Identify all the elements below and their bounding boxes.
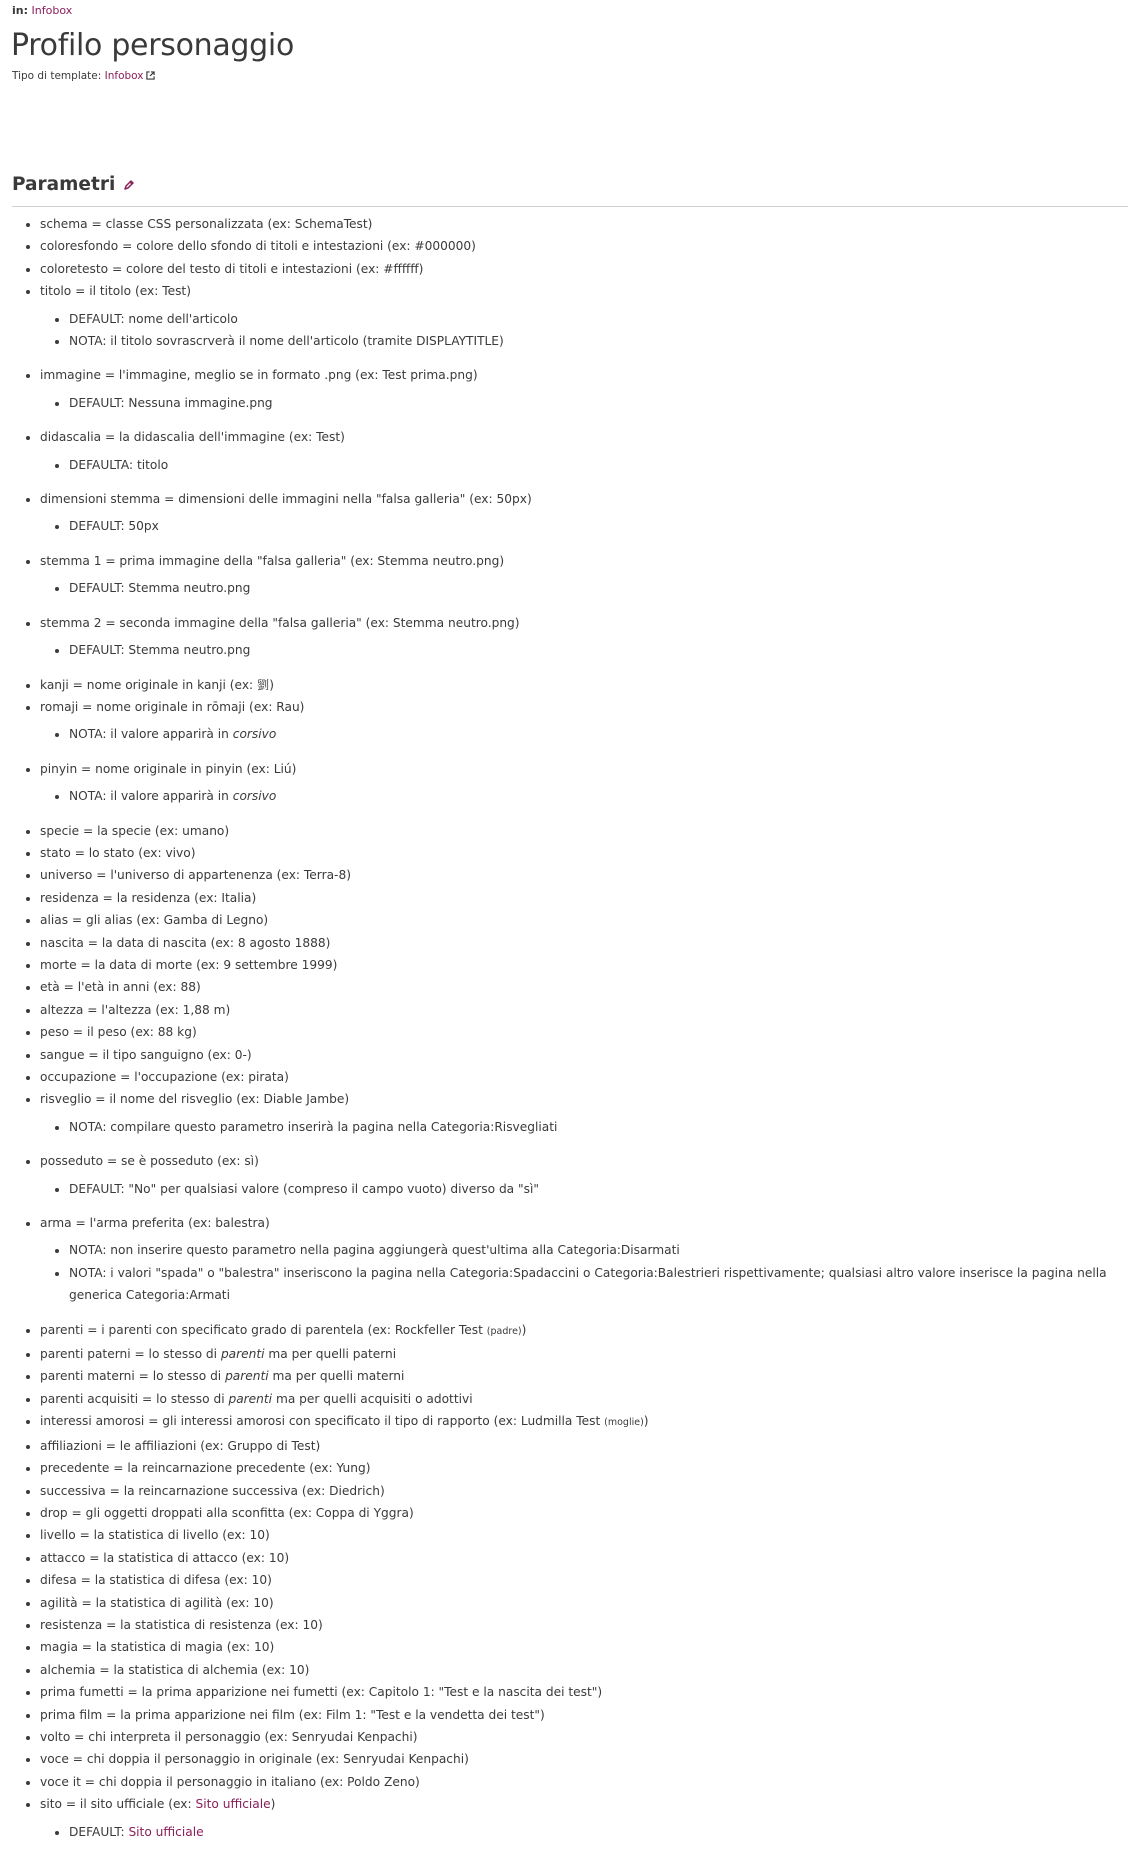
section-title: Parametri bbox=[12, 174, 116, 195]
parameter-text: drop = gli oggetti droppati alla sconfitta (ex: Coppa di Yggra) bbox=[40, 1505, 414, 1520]
parameter-text: stemma 1 = prima immagine della "falsa galleria" (ex: Stemma neutro.png) bbox=[40, 553, 505, 568]
parameter-item bbox=[40, 612, 1122, 662]
parameter-item bbox=[40, 1614, 1122, 1636]
parameter-text: volto = chi interpreta il personaggio (ex: Senryudai Kenpachi) bbox=[40, 1729, 418, 1744]
parameter-note bbox=[69, 785, 1122, 807]
parameter-text: precedente = la reincarnazione precedente (ex: Yung) bbox=[40, 1461, 371, 1476]
parameter-text: livello = la statistica di livello (ex: 10) bbox=[40, 1528, 270, 1543]
parameter-item bbox=[40, 696, 1122, 746]
parameter-notes bbox=[40, 1239, 1122, 1306]
parameter-text: parenti materni = lo stesso di bbox=[40, 1369, 226, 1384]
parameter-text: parenti acquisiti = lo stesso di bbox=[40, 1391, 229, 1406]
parameter-item bbox=[40, 887, 1122, 909]
pencil-icon[interactable] bbox=[123, 179, 135, 191]
template-type-link[interactable]: Infobox bbox=[104, 70, 144, 82]
category-link[interactable]: Infobox bbox=[31, 4, 73, 17]
parameter-text: universo = l'universo di appartenenza (ex: Terra-8) bbox=[40, 868, 351, 883]
parameter-text: residenza = la residenza (ex: Italia) bbox=[40, 890, 257, 905]
parameter-notes bbox=[40, 1821, 1122, 1843]
parameter-note bbox=[69, 723, 1122, 745]
parameter-text: ma per quelli paterni bbox=[264, 1347, 397, 1362]
parameter-note bbox=[69, 1178, 1122, 1200]
parameter-item bbox=[40, 820, 1122, 842]
parameter-notes bbox=[40, 515, 1122, 537]
parameter-note-text: DEFAULT: "No" per qualsiasi valore (compreso il campo vuoto) diverso da "sì" bbox=[69, 1181, 539, 1196]
parameter-item bbox=[40, 1704, 1122, 1726]
official-site-default-link[interactable]: Sito ufficiale bbox=[128, 1824, 204, 1839]
parameter-notes bbox=[40, 785, 1122, 807]
parameter-note-text: DEFAULT: nome dell'articolo bbox=[69, 311, 238, 326]
section-header bbox=[12, 174, 1128, 207]
parameter-note bbox=[69, 577, 1122, 599]
parameter-text: difesa = la statistica di difesa (ex: 10) bbox=[40, 1573, 272, 1588]
parameter-text: occupazione = l'occupazione (ex: pirata) bbox=[40, 1070, 289, 1084]
parameter-text: sito = il sito ufficiale (ex: bbox=[40, 1797, 196, 1812]
parameter-text: dimensioni stemma = dimensioni delle immagini nella "falsa galleria" (ex: 50px) bbox=[40, 492, 532, 507]
parameter-text: voce = chi doppia il personaggio in originale (ex: Senryudai Kenpachi) bbox=[40, 1752, 469, 1767]
parameter-text: alchemia = la statistica di alchemia (ex: 10) bbox=[40, 1662, 310, 1677]
parameter-text: prima film = la prima apparizione nei film (ex: Film 1: "Test e la vendetta dei test") bbox=[40, 1707, 545, 1722]
parameter-item bbox=[40, 1771, 1122, 1793]
parameter-text: ) bbox=[270, 1797, 276, 1812]
parameter-item bbox=[40, 1212, 1122, 1307]
parameter-list-container bbox=[12, 213, 1122, 1855]
parameter-notes bbox=[40, 1116, 1122, 1138]
parameter-item bbox=[40, 999, 1122, 1021]
external-link-icon[interactable] bbox=[146, 71, 155, 80]
parameter-note bbox=[69, 1262, 1122, 1307]
parameter-text: resistenza = la statistica di resistenza (ex: 10) bbox=[40, 1617, 323, 1632]
parameter-item bbox=[40, 1636, 1122, 1658]
parameter-text: kanji = nome originale in kanji (ex: 劉) bbox=[40, 677, 274, 692]
parameter-text: ma per quelli materni bbox=[268, 1369, 405, 1384]
parameter-text: morte = la data di morte (ex: 9 settembre 1999) bbox=[40, 957, 338, 972]
parameter-text: altezza = l'altezza (ex: 1,88 m) bbox=[40, 1002, 231, 1017]
parameter-list bbox=[12, 213, 1122, 1843]
parameter-note-text: DEFAULT: Stemma neutro.png bbox=[69, 581, 251, 596]
parameter-item bbox=[40, 909, 1122, 931]
parameter-item bbox=[40, 1547, 1122, 1569]
parameter-text: successiva = la reincarnazione successiva (ex: Diedrich) bbox=[40, 1483, 385, 1498]
parameter-item bbox=[40, 1726, 1122, 1748]
parameter-note-emphasis: corsivo bbox=[232, 727, 277, 742]
parameter-note bbox=[69, 515, 1122, 537]
parameter-text: stato = lo stato (ex: vivo) bbox=[40, 845, 196, 860]
parameter-text: voce it = chi doppia il personaggio in italiano (ex: Poldo Zeno) bbox=[40, 1774, 420, 1789]
parameter-text: età = l'età in anni (ex: 88) bbox=[40, 980, 201, 995]
parameter-item bbox=[40, 1569, 1122, 1591]
parameter-item bbox=[40, 1480, 1122, 1502]
parameter-notes bbox=[40, 639, 1122, 661]
parameter-text: didascalia = la didascalia dell'immagine (ex: Test) bbox=[40, 430, 345, 445]
parameter-text: arma = l'arma preferita (ex: balestra) bbox=[40, 1216, 270, 1231]
parameter-item bbox=[40, 488, 1122, 538]
template-type-label: Tipo di template: bbox=[12, 70, 102, 82]
page-title: Profilo personaggio bbox=[11, 28, 295, 63]
parameter-note-emphasis: corsivo bbox=[232, 789, 277, 804]
parameter-note-text: NOTA: non inserire questo parametro nella pagina aggiungerà quest'ultima alla Categoria:Disarmati bbox=[69, 1243, 680, 1258]
parameter-text: pinyin = nome originale in pinyin (ex: Liú) bbox=[40, 761, 297, 776]
parameter-note-text: NOTA: compilare questo parametro inserirà la pagina nella Categoria:Risvegliati bbox=[69, 1119, 558, 1134]
parameter-item bbox=[40, 864, 1122, 886]
parameter-text: immagine = l'immagine, meglio se in formato .png (ex: Test prima.png) bbox=[40, 368, 478, 383]
parameter-item bbox=[40, 1502, 1122, 1524]
parameter-item bbox=[40, 1592, 1122, 1614]
parameter-text: ) bbox=[643, 1414, 649, 1429]
parameter-text: stemma 2 = seconda immagine della "falsa galleria" (ex: Stemma neutro.png) bbox=[40, 615, 520, 630]
parameter-item bbox=[40, 1659, 1122, 1681]
parameter-item bbox=[40, 550, 1122, 600]
parameter-text: agilità = la statistica di agilità (ex: 10) bbox=[40, 1595, 274, 1610]
parameter-item bbox=[40, 1343, 1122, 1365]
parameter-item bbox=[40, 976, 1122, 998]
parameter-text: parenti = i parenti con specificato grado di parentela (ex: Rockfeller Test bbox=[40, 1322, 487, 1337]
parameter-text: nascita = la data di nascita (ex: 8 agosto 1888) bbox=[40, 935, 331, 950]
parameter-item bbox=[40, 842, 1122, 864]
parameter-item bbox=[40, 1410, 1122, 1434]
parameter-item bbox=[40, 1681, 1122, 1703]
parameter-emphasis: parenti bbox=[228, 1391, 273, 1406]
category-context bbox=[12, 4, 72, 17]
parameter-note-text: NOTA: il valore apparirà in bbox=[69, 789, 233, 804]
parameter-text: interessi amorosi = gli interessi amorosi con specificato il tipo di rapporto (ex: Ludmilla Test bbox=[40, 1414, 605, 1429]
parameter-item bbox=[40, 1319, 1122, 1343]
parameter-text: schema = classe CSS personalizzata (ex: SchemaTest) bbox=[40, 217, 373, 231]
parameter-note bbox=[69, 1116, 1122, 1138]
parameter-note-text: NOTA: il titolo sovrascrverà il nome dell'articolo (tramite DISPLAYTITLE) bbox=[69, 334, 504, 349]
parameter-text: romaji = nome originale in rōmaji (ex: Rau) bbox=[40, 699, 305, 714]
parameter-note bbox=[69, 1239, 1122, 1261]
parameter-text: titolo = il titolo (ex: Test) bbox=[40, 284, 191, 299]
parameter-note bbox=[69, 308, 1122, 330]
parameter-emphasis: parenti bbox=[220, 1347, 265, 1362]
parameter-text: sangue = il tipo sanguigno (ex: 0-) bbox=[40, 1047, 252, 1062]
context-prefix: in: bbox=[12, 4, 29, 17]
parameter-note bbox=[69, 392, 1122, 414]
parameter-item bbox=[40, 1388, 1122, 1410]
parameter-text: parenti paterni = lo stesso di bbox=[40, 1347, 221, 1362]
parameter-text: coloresfondo = colore dello sfondo di titoli e intestazioni (ex: #000000) bbox=[40, 239, 476, 254]
parameter-item bbox=[40, 1435, 1122, 1457]
parameter-text: alias = gli alias (ex: Gamba di Legno) bbox=[40, 913, 269, 928]
parameter-item bbox=[40, 213, 1122, 235]
parameter-item bbox=[40, 1044, 1122, 1066]
parameter-notes bbox=[40, 577, 1122, 599]
parameter-item bbox=[40, 674, 1122, 696]
parameter-item bbox=[40, 235, 1122, 257]
official-site-link[interactable]: Sito ufficiale bbox=[195, 1797, 271, 1812]
parameter-notes bbox=[40, 723, 1122, 745]
parameter-item bbox=[40, 932, 1122, 954]
parameter-notes bbox=[40, 454, 1122, 476]
template-type bbox=[12, 70, 155, 82]
parameter-item bbox=[40, 1365, 1122, 1387]
parameter-text: ma per quelli acquisiti o adottivi bbox=[272, 1391, 473, 1406]
parameter-note bbox=[69, 1821, 1122, 1843]
parameter-notes bbox=[40, 308, 1122, 353]
parameter-item bbox=[40, 1748, 1122, 1770]
parameter-text: attacco = la statistica di attacco (ex: 10) bbox=[40, 1550, 290, 1565]
parameter-text: ) bbox=[521, 1322, 527, 1337]
parameter-text: prima fumetti = la prima apparizione nei fumetti (ex: Capitolo 1: "Test e la nascita dei test") bbox=[40, 1685, 603, 1700]
parameter-relation: (padre) bbox=[486, 1325, 522, 1337]
parameter-item bbox=[40, 1524, 1122, 1546]
parameter-note bbox=[69, 330, 1122, 352]
parameter-text: peso = il peso (ex: 88 kg) bbox=[40, 1025, 197, 1040]
parameter-note-text: DEFAULT: Stemma neutro.png bbox=[69, 643, 251, 658]
parameter-emphasis: parenti bbox=[225, 1369, 269, 1384]
parameter-item bbox=[40, 1457, 1122, 1479]
parameter-item bbox=[40, 364, 1122, 414]
parameter-note-text: DEFAULT: 50px bbox=[69, 519, 159, 534]
parameter-text: affiliazioni = le affiliazioni (ex: Gruppo di Test) bbox=[40, 1438, 321, 1453]
parameter-notes bbox=[40, 392, 1122, 414]
parameter-text: magia = la statistica di magia (ex: 10) bbox=[40, 1640, 275, 1655]
parameter-text: coloretesto = colore del testo di titoli e intestazioni (ex: #ffffff) bbox=[40, 261, 424, 276]
parameter-relation: (moglie) bbox=[604, 1417, 644, 1429]
parameter-item bbox=[40, 1066, 1122, 1088]
parameter-item bbox=[40, 1021, 1122, 1043]
parameter-note-text: NOTA: i valori "spada" o "balestra" inseriscono la pagina nella Categoria:Spadaccini o Categoria:Balestrieri rispettivamente; qualsiasi altro valore inserisce la pagina nella generica Categoria:Armati bbox=[69, 1265, 1107, 1303]
parameter-note-text: DEFAULT: bbox=[69, 1824, 129, 1839]
parameter-item bbox=[40, 280, 1122, 352]
parameter-item bbox=[40, 954, 1122, 976]
parameter-item bbox=[40, 1088, 1122, 1138]
parameter-text: risveglio = il nome del risveglio (ex: Diable Jambe) bbox=[40, 1092, 350, 1107]
parameter-note-text: DEFAULT: Nessuna immagine.png bbox=[69, 395, 273, 410]
parameter-note bbox=[69, 639, 1122, 661]
parameter-note bbox=[69, 454, 1122, 476]
parameter-text: specie = la specie (ex: umano) bbox=[40, 823, 230, 838]
parameter-item bbox=[40, 758, 1122, 808]
parameter-text: posseduto = se è posseduto (ex: sì) bbox=[40, 1154, 259, 1169]
parameter-item bbox=[40, 426, 1122, 476]
parameter-item bbox=[40, 1150, 1122, 1200]
parameter-item bbox=[40, 258, 1122, 280]
parameter-notes bbox=[40, 1178, 1122, 1200]
parameter-note-text: DEFAULTA: titolo bbox=[69, 457, 169, 472]
parameter-item bbox=[40, 1793, 1122, 1843]
parameter-note-text: NOTA: il valore apparirà in bbox=[69, 727, 233, 742]
